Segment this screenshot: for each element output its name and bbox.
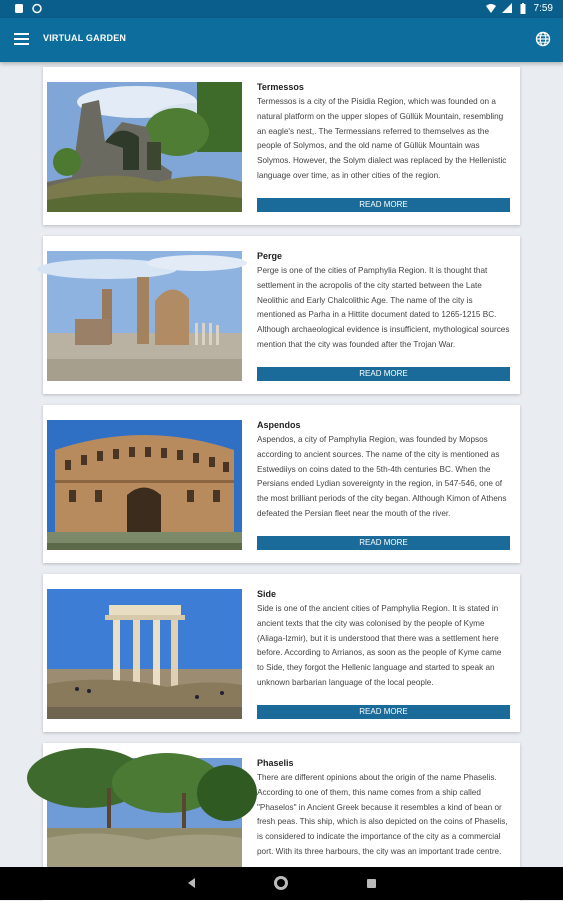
app-title: VIRTUAL GARDEN [43, 33, 127, 43]
site-description: There are different opinions about the origin of the name Phaselis. According to one of them, this name comes from a ship called "Phaselos" in Ancient Greek because it resembles a kind of bean or fresh peas. This ship, which is also depicted on the coins of Phaselis, is considered to indicate the importance of the city as a commercial port. With its three harbours, the city was an important trade centre. [257, 773, 508, 856]
read-more-button[interactable]: READ MORE [257, 536, 510, 550]
read-more-button[interactable]: READ MORE [257, 705, 510, 719]
site-description: Termessos is a city of the Pisidia Region, which was founded on a natural platform on the upper slopes of Güllük Mountain, resembling an eagle's nest,. The Termessians referred to themselves as the people of Solymos, and the old name of Güllük Mountain was Solymos. However, the Solym dialect was replaced by the Hellenistic language over time, as in other cities of the region. [257, 97, 507, 180]
site-card[interactable] [43, 236, 520, 394]
battery-icon [518, 3, 528, 14]
site-photo [47, 251, 242, 381]
read-more-button[interactable]: READ MORE [257, 367, 510, 381]
site-photo [47, 82, 242, 212]
site-title: Termessos [257, 82, 304, 92]
home-icon[interactable] [274, 876, 288, 890]
back-icon[interactable] [187, 878, 197, 888]
status-time: 7:59 [533, 3, 553, 14]
menu-icon[interactable] [14, 33, 29, 45]
globe-icon[interactable] [535, 31, 551, 47]
sync-icon [32, 3, 42, 14]
signal-icon [502, 3, 512, 14]
site-description: Perge is one of the cities of Pamphylia Region. It is thought that settlement in the acropolis of the city started between the Late Neolithic and Early Chalcolithic Age. The name of the city is mentioned as Parha in a Hittite document dated to 1265-1215 BC. Although archaeological evidence is insufficient, mythological sources mention that the city was founded after the Trojan War. [257, 266, 510, 349]
site-photo [47, 589, 242, 719]
site-title: Side [257, 589, 277, 599]
site-description: Side is one of the ancient cities of Pamphylia Region. It is stated in ancient texts that the city was colonised by the people of Kyme (Aliaga-Izmir), but it is understood that there was a settlement here before. According to Arrianos, as soon as the people of Kyme came to Side, they forgot the Hellenic language and started to speak an unknown barbarian language of the local people. [257, 604, 502, 687]
notification-icon [14, 3, 24, 14]
wifi-icon [486, 3, 496, 14]
site-list [0, 62, 563, 867]
app-bar [0, 18, 563, 62]
status-bar [0, 0, 563, 18]
site-title: Phaselis [257, 758, 294, 768]
site-description: Aspendos, a city of Pamphylia Region, was founded by Mopsos according to ancient sources. The name of the city is mentioned as Estwediiys on coins dated to the 5th-4th centuries BC. When the Persians ended Lydian sovereignty in the region, in 547-546, one of the most brilliant periods of the city began. Although Kimon of Athens defeated the Persian fleet near the mouth of the river. [257, 435, 507, 518]
system-nav-bar [0, 867, 563, 900]
read-more-button[interactable]: READ MORE [257, 198, 510, 212]
site-card[interactable] [43, 405, 520, 563]
site-title: Aspendos [257, 420, 301, 430]
recent-apps-icon[interactable] [367, 879, 376, 888]
site-title: Perge [257, 251, 283, 261]
site-card[interactable] [43, 574, 520, 732]
site-card[interactable] [43, 67, 520, 225]
site-photo [47, 420, 242, 550]
